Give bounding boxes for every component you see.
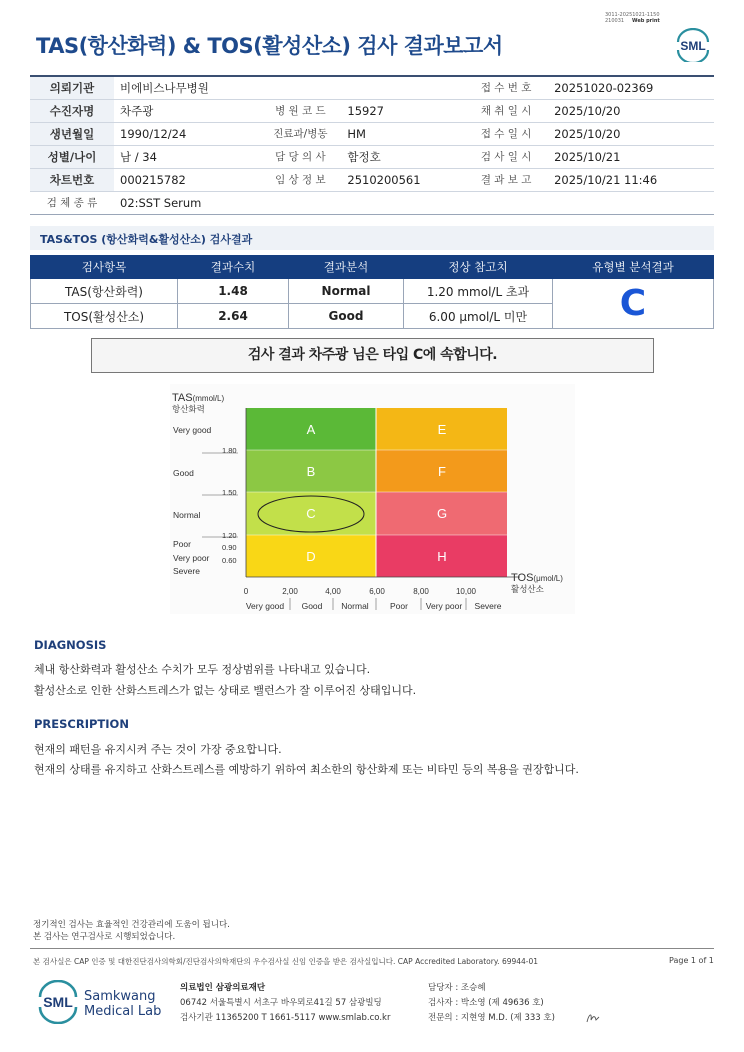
info-row: 차트번호 000215782 임 상 정 보 2510200561 결 과 보 고 2025/10/21 11:46 (30, 168, 714, 191)
info-row: 의뢰기관 비에비스나무병원 접 수 번 호 20251020-02369 (30, 76, 714, 99)
note: 본 검사는 연구검사로 시행되었습니다. (33, 932, 176, 942)
y-axis-label: TAS(mmol/L) (172, 392, 225, 404)
specimen-row: 검 체 종 류 02:SST Serum (30, 191, 714, 214)
info-row: 생년월일 1990/12/24 진료과/병동 HM 접 수 일 시 2025/10/20 (30, 122, 714, 145)
zone-label: A (306, 422, 316, 437)
zone-label: C (306, 506, 316, 521)
table-row: TAS(항산화력) 1.48 Normal 1.20 mmol/L 초과 C (31, 279, 714, 304)
y-tick: 1.20 (222, 531, 237, 540)
y-axis-sublabel: 항산화력 (172, 404, 205, 414)
type-chart (160, 380, 590, 620)
report-title: TAS(항산화력) & TOS(활성산소) 검사 결과보고서 (36, 34, 503, 58)
x-category: Normal (341, 601, 369, 611)
zone-label: H (437, 549, 447, 564)
y-tick: 0.60 (222, 556, 237, 565)
y-category: Very poor (173, 553, 210, 563)
organization-name: 의료법인 삼광의료재단 (180, 983, 266, 993)
section-title: TAS&TOS (항산화력&활성산소) 검사결과 (30, 226, 714, 250)
x-tick: 0 (243, 587, 249, 596)
certification-text: 본 검사실은 CAP 인증 및 대한진단검사의학회/진단검사의학재단의 우수검사실 신임 인증을 받은 검사실입니다. CAP Accredited Laboratory. 69944-01 (33, 957, 539, 966)
zone-label: D (306, 549, 316, 564)
x-tick: 4,00 (325, 587, 341, 596)
info-row: 성별/나이 남 / 34 담 당 의 사 함정호 검 사 일 시 2025/10/21 (30, 145, 714, 168)
x-category: Good (301, 601, 323, 611)
y-tick: 1.80 (222, 446, 237, 455)
y-category: Very good (173, 425, 212, 435)
col-header: 검사항목 (31, 256, 178, 279)
y-tick: 0.90 (222, 543, 237, 552)
x-tick: 10,00 (455, 587, 477, 596)
document-code: 3011-20251021-1150 210031 Web print (605, 12, 660, 24)
x-category: Very good (245, 601, 285, 611)
zone-label: E (437, 422, 447, 437)
diagnosis-heading: DIAGNOSIS (34, 638, 107, 652)
page-number: Page 1 of 1 (669, 956, 714, 965)
zone-label: B (306, 464, 316, 479)
lab-name: Samkwang (84, 989, 156, 1004)
results-table (30, 255, 714, 329)
col-header: 결과분석 (289, 256, 404, 279)
info-row: 수진자명 차주광 병 원 코 드 15927 채 취 일 시 2025/10/20 (30, 99, 714, 122)
signature (584, 1008, 602, 1026)
x-category: Poor (390, 601, 408, 611)
staff-line: 검사자 : 박소영 (제 49636 호) (428, 998, 544, 1008)
zone-label: F (438, 464, 446, 479)
samkwang-logo (36, 980, 80, 1024)
x-tick: 2,00 (282, 587, 298, 596)
prescription-text: 현재의 패턴을 유지시켜 주는 것이 가장 중요합니다. (34, 743, 282, 756)
y-category: Normal (173, 510, 201, 520)
staff-line: 담당자 : 조승혜 (428, 983, 486, 993)
result-sentence: 검사 결과 차주광 님은 타입 C에 속합니다. (91, 338, 654, 373)
diagnosis-text: 체내 항산화력과 활성산소 수치가 모두 정상범위를 나타내고 있습니다. (34, 663, 371, 676)
table-row: TOS(활성산소) 2.64 Good 6.00 μmol/L 미만 (31, 304, 714, 329)
y-category: Poor (173, 539, 191, 549)
sml-logo (674, 28, 712, 62)
type-result: C (553, 279, 714, 329)
svg-text:SML: SML (680, 39, 706, 53)
x-tick: 8,00 (413, 587, 429, 596)
col-header: 결과수치 (178, 256, 289, 279)
diagnosis-text: 활성산소로 인한 산화스트레스가 없는 상태로 밸런스가 잘 이루어진 상태입니다. (34, 684, 417, 697)
svg-text:SML: SML (43, 994, 73, 1010)
x-axis-label: TOS(μmol/L) (511, 572, 563, 584)
address: 06742 서울특별시 서초구 바우뫼로41길 57 삼광빌딩 (180, 998, 382, 1008)
institution-info: 검사기관 11365200 T 1661-5117 www.smlab.co.kr (180, 1013, 391, 1023)
note: 정기적인 검사는 효율적인 건강관리에 도움이 됩니다. (33, 920, 230, 930)
col-header: 유형별 분석결과 (553, 256, 714, 279)
x-category: Severe (474, 601, 502, 611)
zone-label: G (436, 506, 448, 521)
x-category: Very poor (425, 601, 463, 611)
y-tick: 1.50 (222, 488, 237, 497)
prescription-heading: PRESCRIPTION (34, 717, 129, 731)
staff-line: 전문의 : 지현영 M.D. (제 333 호) (428, 1013, 555, 1023)
prescription-text: 현재의 상태를 유지하고 산화스트레스를 예방하기 위하여 최소한의 항산화제 또는 비타민 등의 복용을 권장합니다. (34, 763, 579, 776)
patient-info-table (30, 75, 714, 215)
footer-divider (30, 948, 714, 949)
y-category: Severe (173, 566, 200, 576)
lab-name: Medical Lab (84, 1004, 162, 1019)
x-axis-sublabel: 활성산소 (511, 584, 544, 594)
col-header: 정상 참고치 (404, 256, 553, 279)
y-category: Good (173, 468, 194, 478)
x-tick: 6,00 (369, 587, 385, 596)
